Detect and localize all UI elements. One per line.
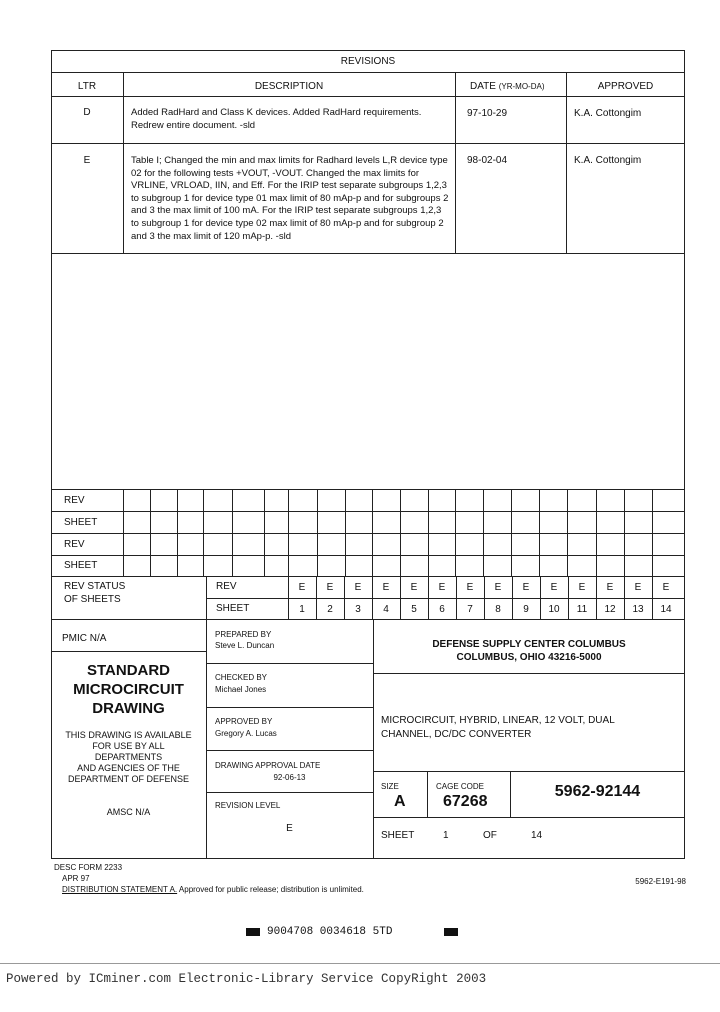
- status-rev-cell: E: [634, 582, 642, 593]
- status-rev-cell: E: [382, 582, 390, 593]
- form-date: APR 97: [62, 874, 90, 883]
- revision-row-approved: K.A. Cottongim: [574, 155, 642, 166]
- barcode-mark-right: [444, 928, 458, 936]
- grid-column-line: [317, 489, 318, 577]
- status-rev-cell: E: [662, 582, 670, 593]
- rev-status-label: OF SHEETS: [64, 594, 121, 605]
- grid-column-line: [345, 489, 346, 577]
- availability-line: FOR USE BY ALL: [92, 741, 165, 751]
- prepared-by-name: Steve L. Duncan: [215, 641, 275, 650]
- status-sheet-cell: 10: [548, 604, 560, 615]
- sheet-total: 14: [531, 830, 543, 841]
- status-sheet-cell: 12: [604, 604, 616, 615]
- sheet-number: 1: [443, 830, 449, 841]
- powered-by: Powered by ICminer.com Electronic-Library Service CopyRight 2003: [6, 972, 487, 986]
- availability-line: DEPARTMENTS: [94, 752, 163, 762]
- status-rev-cell: E: [466, 582, 474, 593]
- header-description: DESCRIPTION: [254, 81, 324, 92]
- grid-column-line: [455, 489, 456, 577]
- cage-code-value: 67268: [443, 793, 488, 810]
- size-value: A: [394, 793, 406, 810]
- grid-column-line: [372, 489, 373, 577]
- drawing-number: 5962-92144: [554, 783, 641, 800]
- grid-column-line: [203, 489, 204, 577]
- status-sheet-cell: 3: [355, 604, 361, 615]
- status-sheet-cell: 2: [327, 604, 333, 615]
- status-sheet-cell: 11: [576, 604, 588, 615]
- revision-row-date: 98-02-04: [467, 155, 508, 166]
- status-rev-cell: E: [298, 582, 306, 593]
- title-drawing: DRAWING: [92, 700, 165, 717]
- rev-status-label: REV STATUS: [64, 581, 126, 592]
- status-rev-cell: E: [354, 582, 362, 593]
- header-ltr: LTR: [77, 81, 97, 92]
- grid-column-line: [400, 489, 401, 577]
- footer-divider: [0, 963, 720, 964]
- checked-by-name: Michael Jones: [215, 685, 267, 694]
- grid-column-line: [483, 489, 484, 577]
- agency-address: COLUMBUS, OHIO 43216-5000: [456, 652, 602, 663]
- status-rev-cell: E: [606, 582, 614, 593]
- grid-column-line: [150, 489, 151, 577]
- sheet-label: SHEET: [381, 830, 415, 841]
- cage-code-label: CAGE CODE: [436, 782, 485, 791]
- pmic: PMIC N/A: [62, 633, 107, 644]
- revision-level: E: [286, 823, 293, 834]
- grid-column-line: [539, 489, 540, 577]
- distribution-label: DISTRIBUTION STATEMENT A.: [62, 885, 178, 894]
- availability-line: THIS DRAWING IS AVAILABLE: [65, 730, 192, 740]
- status-sheet-cell: 4: [383, 604, 389, 615]
- drawing-title-line: CHANNEL, DC/DC CONVERTER: [381, 729, 532, 740]
- grid-column-line: [288, 489, 289, 577]
- revision-level-label: REVISION LEVEL: [215, 801, 281, 810]
- grid-column-line: [232, 489, 233, 577]
- size-label: SIZE: [381, 782, 399, 791]
- status-sheet-cell: 13: [632, 604, 644, 615]
- rev-status-sheet-label: SHEET: [216, 603, 250, 614]
- status-rev-cell: E: [438, 582, 446, 593]
- grid-column-line: [177, 489, 178, 577]
- header-date-label: DATE: [470, 81, 496, 92]
- header-approved: APPROVED: [597, 81, 654, 92]
- revisions-title: REVISIONS: [340, 56, 396, 67]
- revision-row-ltr: D: [83, 107, 91, 118]
- rev-status-rev-label: REV: [216, 581, 237, 592]
- rev-grid-label: REV: [64, 539, 85, 550]
- revision-row-date: 97-10-29: [467, 108, 508, 119]
- drawing-title-line: MICROCIRCUIT, HYBRID, LINEAR, 12 VOLT, DUAL: [381, 715, 615, 726]
- availability-line: AND AGENCIES OF THE: [77, 763, 180, 773]
- rev-grid-label: SHEET: [64, 517, 98, 528]
- grid-column-line: [264, 489, 265, 577]
- revision-row-description: Table I; Changed the min and max limits for Radhard levels L,R device type 02 for the following tests +VOUT, -VOUT. Changed the max limits for VRLINE, VRLOAD, IIN, and Eff. For the IRIP test separate subgroups 1,2,3 to subgroup 1 for device type 01 max limit of 80 mAp-p and for subgroups 2 and 3 the max limit of 100 mA. For the IRIP test separate subgroups 1,2,3 to subgroup 1 for device type 02 max limit of 80 mAp-p and for subgroup 2 and 3 the max limit of 120 mAp-p. -sld: [131, 155, 449, 242]
- status-sheet-cell: 14: [660, 604, 672, 615]
- status-rev-cell: E: [326, 582, 334, 593]
- status-sheet-cell: 9: [523, 604, 529, 615]
- grid-column-line: [567, 489, 568, 577]
- grid-column-line: [123, 489, 124, 577]
- status-rev-cell: E: [494, 582, 502, 593]
- rev-grid-label: REV: [64, 495, 85, 506]
- document-code: 5962-E191-98: [635, 877, 686, 886]
- grid-column-line: [511, 489, 512, 577]
- title-microcircuit: MICROCIRCUIT: [73, 681, 184, 698]
- status-sheet-cell: 7: [467, 604, 473, 615]
- status-rev-cell: E: [410, 582, 418, 593]
- approved-by-name: Gregory A. Lucas: [215, 729, 277, 738]
- grid-column-line: [596, 489, 597, 577]
- status-sheet-cell: 6: [439, 604, 445, 615]
- of-label: OF: [483, 830, 497, 841]
- distribution-statement: [62, 884, 364, 896]
- prepared-by-label: PREPARED BY: [215, 630, 272, 639]
- header-date-format: (YR-MO-DA): [498, 82, 545, 91]
- approved-by-label: APPROVED BY: [215, 717, 273, 726]
- agency-name: DEFENSE SUPPLY CENTER COLUMBUS: [432, 639, 626, 650]
- barcode-mark-left: [246, 928, 260, 936]
- approval-date: 92-06-13: [273, 773, 306, 782]
- approval-date-label: DRAWING APPROVAL DATE: [215, 761, 321, 770]
- checked-by-label: CHECKED BY: [215, 673, 268, 682]
- revision-row-description: Added RadHard and Class K devices. Added RadHard requirements. Redrew entire document. -sld: [131, 107, 422, 131]
- barcode-text: 9004708 0034618 5TD: [267, 926, 393, 938]
- grid-column-line: [428, 489, 429, 577]
- status-rev-cell: E: [522, 582, 530, 593]
- status-sheet-cell: 5: [411, 604, 417, 615]
- grid-column-line: [652, 489, 653, 577]
- amsc: AMSC N/A: [106, 807, 151, 817]
- revision-row-ltr: E: [83, 155, 91, 166]
- status-rev-cell: E: [578, 582, 586, 593]
- grid-column-line: [624, 489, 625, 577]
- distribution-text: Approved for public release; distribution is unlimited.: [178, 885, 364, 894]
- form-number: DESC FORM 2233: [54, 863, 123, 872]
- header-date: [470, 81, 545, 93]
- status-rev-cell: E: [550, 582, 558, 593]
- status-sheet-cell: 1: [299, 604, 305, 615]
- rev-grid-label: SHEET: [64, 560, 98, 571]
- status-sheet-cell: 8: [495, 604, 501, 615]
- title-standard: STANDARD: [86, 662, 171, 679]
- availability-line: DEPARTMENT OF DEFENSE: [67, 774, 190, 784]
- revision-row-approved: K.A. Cottongim: [574, 108, 642, 119]
